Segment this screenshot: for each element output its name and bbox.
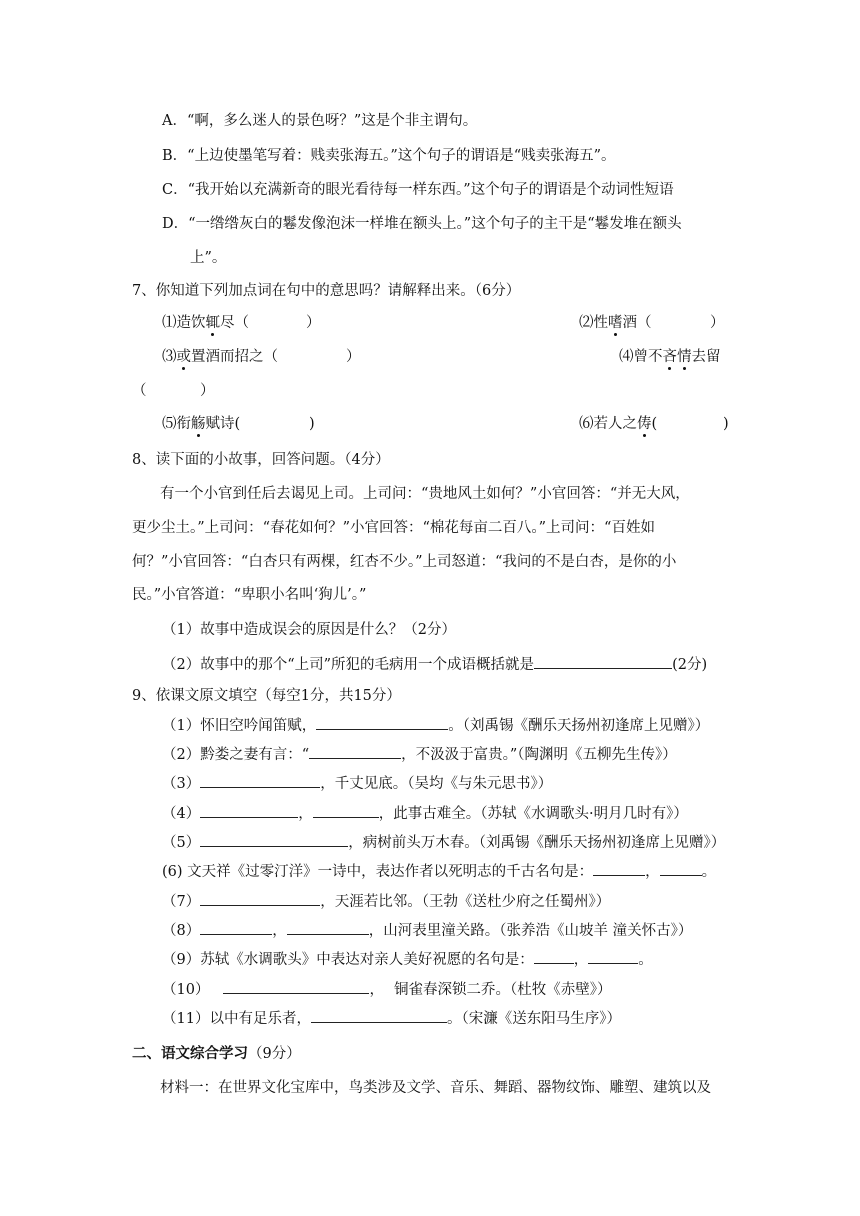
answer-blank[interactable]: [311, 1007, 447, 1023]
dotted-char: 或: [176, 349, 191, 365]
q9-line-11: （11）以中有足乐者， 。（宋濂《送东阳马生序》）: [162, 1007, 621, 1029]
option-b: B．“上边使墨笔写着：贱卖张海五。”这个句子的谓语是“贱卖张海五”。: [162, 148, 616, 164]
q8-story-line1: 有一个小官到任后去谒见上司。上司问：“贵地风土如何？”小官回答：“并无大风，: [160, 486, 690, 502]
dotted-char: 情: [677, 349, 692, 365]
answer-blank[interactable]: [660, 860, 702, 876]
option-d-line2: 上”。: [190, 250, 227, 266]
q7-item-2: ⑵性嗜酒（: [579, 315, 652, 331]
answer-blank[interactable]: [309, 743, 401, 759]
q7-item-1-close: ）: [306, 315, 321, 331]
dotted-char: 辄: [205, 315, 220, 331]
q7-item-3-close: ）: [346, 349, 361, 365]
answer-blank[interactable]: [200, 802, 298, 818]
q8-sub-question-1: （1）故事中造成误会的原因是什么？（2分）: [162, 622, 456, 638]
answer-blank[interactable]: [313, 802, 379, 818]
answer-blank[interactable]: [316, 714, 448, 730]
q9-line-4: （4） ， ，此事古难全。（苏轼《水调歌头·明月几时有》）: [162, 802, 688, 824]
q8-sub-question-2: （2）故事中的那个“上司”所犯的毛病用一个成语概括就是 (2分): [162, 653, 707, 675]
q9-line-9: （9）苏轼《水调歌头》中表达对亲人美好祝愿的名句是： ， 。: [162, 948, 653, 970]
q9-line-3: （3） ，千丈见底。（吴均《与朱元思书》）: [162, 772, 552, 794]
question-7-title: 7、你知道下列加点词在句中的意思吗？请解释出来。（6分）: [132, 283, 521, 299]
q8-story-line2: 更少尘土。”上司问：“春花如何？”小官回答：“棉花每亩二百八。”上司问：“百姓如: [132, 520, 655, 536]
q7-item-5: ⑸衔觞赋诗(: [162, 416, 241, 432]
answer-blank[interactable]: [534, 948, 574, 964]
dotted-char: 嗜: [608, 315, 623, 331]
question-9-title: 9、依课文原文填空（每空1分，共15分）: [132, 688, 401, 704]
q9-line-8: （8） ， ，山河表里潼关路。（张养浩《山坡羊 潼关怀古》）: [162, 919, 692, 941]
q9-line-1: （1）怀旧空吟闻笛赋， 。（刘禹锡《酬乐天扬州初逢席上见赠》）: [162, 714, 709, 736]
answer-blank[interactable]: [287, 919, 369, 935]
answer-blank[interactable]: [200, 831, 348, 847]
question-8-title: 8、读下面的小故事，回答问题。（4分）: [132, 452, 390, 468]
q7-item-6: ⑹若人之俦(: [579, 416, 658, 432]
q9-line-5: （5） ，病树前头万木春。（刘禹锡《酬乐天扬州初逢席上见赠》）: [162, 831, 725, 853]
q7-item-4: ⑷曾不吝情去留: [619, 349, 721, 365]
q7-item-4-cont-open: （: [132, 383, 147, 399]
q7-item-1: ⑴造饮辄尽（: [162, 315, 249, 331]
q7-item-4-cont-close: ）: [200, 383, 215, 399]
answer-blank[interactable]: [223, 978, 369, 994]
option-c: C．“我开始以充满新奇的眼光看待每一样东西。”这个句子的谓语是个动词性短语: [162, 182, 674, 198]
option-a: A．“啊，多么迷人的景色呀？”这是个非主谓句。: [162, 113, 478, 129]
q7-item-5-close: ): [309, 416, 315, 432]
section-2-material-1: 材料一：在世界文化宝库中，鸟类涉及文学、音乐、舞蹈、器物纹饰、雕塑、建筑以及: [160, 1080, 711, 1096]
answer-blank[interactable]: [200, 772, 320, 788]
option-d-line1: D．“一绺绺灰白的鬈发像泡沫一样堆在额头上。”这个句子的主干是“鬈发堆在额头: [162, 216, 682, 232]
q7-item-6-close: ): [723, 416, 729, 432]
answer-blank[interactable]: [588, 948, 638, 964]
answer-blank[interactable]: [200, 919, 272, 935]
q7-item-3: ⑶或置酒而招之（: [162, 349, 278, 365]
q9-line-6: (6) 文天祥《过零汀洋》一诗中，表达作者以死明志的千古名句是： ， 。: [162, 860, 716, 882]
q9-line-10: （10） ， 铜雀春深锁二乔。（杜牧《赤壁》）: [162, 978, 611, 1000]
answer-blank[interactable]: [534, 653, 672, 669]
section-2-heading: 二、语文综合学习（9分）: [132, 1046, 301, 1062]
q9-line-7: （7） ，天涯若比邻。（王勃《送杜少府之任蜀州》）: [162, 890, 610, 912]
answer-blank[interactable]: [200, 890, 320, 906]
dotted-char: 吝: [662, 349, 677, 365]
dotted-char: 觞: [191, 416, 206, 432]
dotted-char: 俦: [637, 416, 652, 432]
answer-blank[interactable]: [593, 860, 645, 876]
q8-story-line3: 何？”小官回答：“白杏只有两棵，红杏不少。”上司怒道：“我问的不是白杏，是你的小: [132, 554, 677, 570]
q7-item-2-close: ）: [710, 315, 725, 331]
q9-line-2: （2）黔娄之妻有言：“ ，不汲汲于富贵。”（陶渊明《五柳先生传》）: [162, 743, 677, 765]
q8-story-line4: 民。”小官答道：“卑职小名叫‘狗儿’。”: [132, 587, 367, 603]
